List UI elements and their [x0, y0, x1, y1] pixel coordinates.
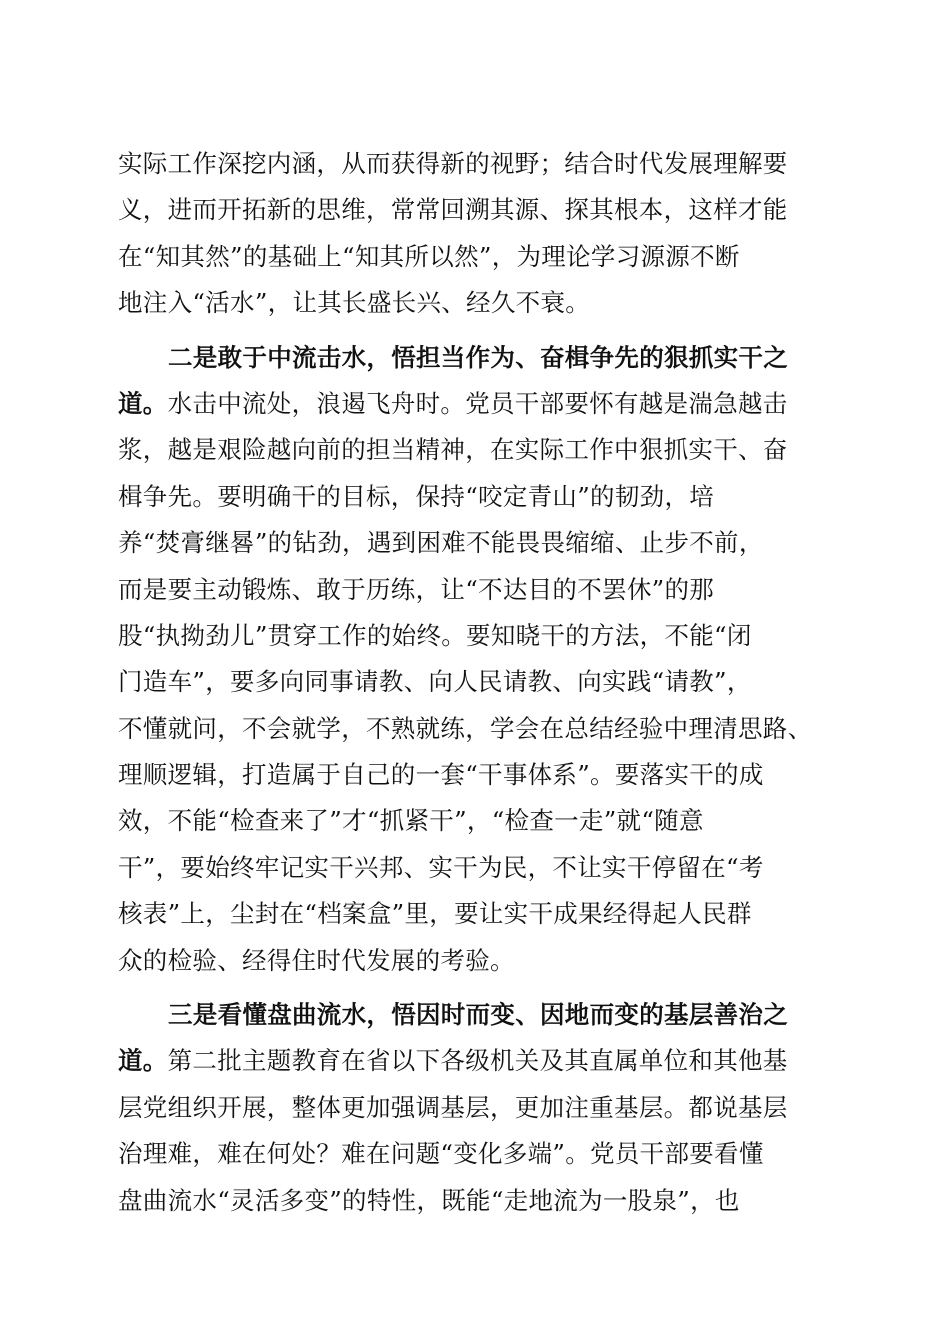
text-line: 养“焚膏继晷”的钻劲，遇到困难不能畏畏缩缩、止步不前，	[118, 528, 764, 558]
text-line: 效，不能“检查来了”才“抓紧干”，“检查一走”就“随意	[118, 806, 704, 836]
text-span: 水击中流处，浪遏飞舟时。党员干部要怀有越是湍急越击	[167, 388, 788, 418]
text-line: 股“执拗劲儿”贯穿工作的始终。要知晓干的方法，不能“闭	[118, 620, 752, 650]
text-line: 众的检验、经得住时代发展的考验。	[118, 945, 515, 975]
text-line: 核表”上，尘封在“档案盒”里，要让实干成果经得起人民群	[118, 899, 752, 929]
text-line: 不懂就问，不会就学，不熟就练，学会在总结经验中理清思路、	[118, 713, 813, 743]
heading-end: 道。	[118, 388, 168, 418]
heading-end: 道。	[118, 1046, 168, 1076]
text-line: 实际工作深挖内涵，从而获得新的视野；结合时代发展理解要	[118, 149, 788, 178]
text-line: 浆，越是艰险越向前的担当精神，在实际工作中狠抓实干、奋	[118, 435, 788, 465]
text-line: 理顺逻辑，打造属于自己的一套“干事体系”。要落实干的成	[118, 760, 764, 790]
text-line: 干”，要始终牢记实干兴邦、实干为民，不让实干停留在“考	[118, 852, 764, 882]
text-line: 义，进而开拓新的思维，常常回溯其源、探其根本，这样才能	[118, 195, 788, 225]
text-line	[118, 1038, 838, 1084]
text-line: 治理难，难在何处？难在问题“变化多端”。党员干部要看懂	[118, 1139, 764, 1169]
paragraph-heading: 二是敢于中流击水，悟担当作为、奋楫争先的狠抓实干之	[168, 342, 788, 372]
text-line: 层党组织开展，整体更加强调基层，更加注重基层。都说基层	[118, 1092, 788, 1122]
paragraph-1	[118, 141, 838, 327]
text-line: 地注入“活水”，让其长盛长兴、经久不衰。	[118, 288, 591, 318]
text-line: 而是要主动锻炼、敢于历练，让“不达目的不罢休”的那	[118, 574, 715, 604]
paragraph-3	[118, 992, 838, 1224]
text-span: 第二批主题教育在省以下各级机关及其直属单位和其他基	[167, 1046, 788, 1076]
text-line: 楫争先。要明确干的目标，保持“咬定青山”的韧劲，培	[118, 481, 715, 511]
text-line: 门造车”，要多向同事请教、向人民请教、向实践“请教”，	[118, 667, 752, 697]
document-body	[118, 141, 838, 1224]
paragraph-heading: 三是看懂盘曲流水，悟因时而变、因地而变的基层善治之	[168, 1000, 788, 1030]
text-line: 在“知其然”的基础上“知其所以然”，为理论学习源源不断	[118, 241, 740, 271]
text-line	[118, 381, 838, 427]
text-line: 盘曲流水“灵活多变”的特性，既能“走地流为一股泉”，也	[118, 1185, 740, 1215]
paragraph-2	[118, 335, 838, 984]
